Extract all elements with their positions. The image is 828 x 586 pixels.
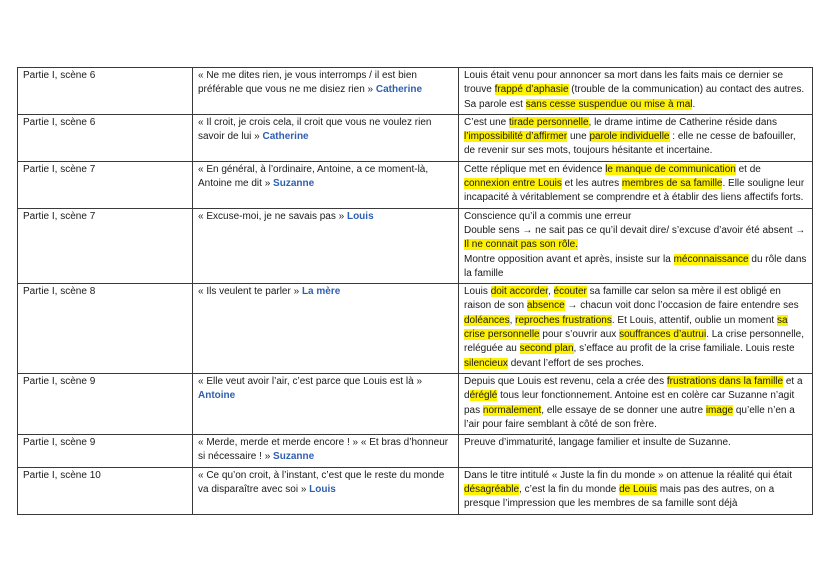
analysis-text: ,: [547, 286, 554, 298]
quote-text: « Elle veut avoir l’air, c’est parce que Louis est là »: [198, 375, 423, 387]
scene-cell: Partie I, scène 6: [18, 114, 193, 161]
speaker-name: Antoine: [198, 390, 236, 402]
highlighted-text: éréglé: [469, 390, 498, 402]
highlighted-text: tirade personnelle: [509, 116, 589, 128]
highlighted-text: désagréable: [464, 484, 520, 496]
analysis-text: ,: [509, 314, 516, 326]
speaker-name: Suzanne: [273, 178, 315, 190]
highlighted-text: souffrances d’autrui: [619, 329, 707, 341]
analysis-text: Louis était venu pour annoncer sa mort dans les faits mais ce dernier se trouve: [464, 70, 784, 96]
analysis-text: Conscience qu’il a commis une erreur: [464, 210, 632, 222]
speaker-name: Catherine: [375, 84, 423, 96]
speaker-name: Louis: [346, 210, 374, 222]
table-row: [18, 435, 813, 468]
highlighted-text: frustrations dans la famille: [666, 375, 784, 387]
quote-text: « Merde, merde et merde encore ! » « Et bras d’honneur si nécessaire ! »: [198, 437, 449, 463]
analysis-text: Preuve d’immaturité, langage familier et insulte de Suzanne.: [464, 437, 731, 449]
highlighted-text: sa crise personnelle: [464, 314, 788, 341]
analysis-cell: [459, 373, 813, 434]
scene-cell: Partie I, scène 7: [18, 208, 193, 283]
analysis-text: et a d: [464, 375, 803, 402]
highlighted-text: absence: [526, 300, 565, 312]
analysis-text: . La crise personnelle, reléguée au: [464, 329, 805, 355]
speaker-name: Catherine: [262, 131, 309, 143]
table-row: [18, 68, 813, 115]
table-row: [18, 161, 813, 208]
analysis-text: et de: [735, 163, 761, 175]
analysis-text: : elle ne cesse de bafouiller, de revenir sur ses mots, toujours hésitante et incertaine.: [464, 131, 796, 157]
analysis-text: . Et Louis, attentif, oublie un moment: [611, 314, 777, 326]
analysis-text: , c’est la fin du monde: [519, 484, 620, 496]
quote-cell: [193, 68, 459, 115]
scene-cell: Partie I, scène 7: [18, 161, 193, 208]
highlighted-text: silencieux: [464, 357, 508, 369]
analysis-text: Depuis que Louis est revenu, cela a crée des: [464, 375, 667, 387]
analysis-text: sa famille car selon sa mère il est obligé en raison de son: [464, 286, 781, 312]
analysis-text: (trouble de la communication) au contact des autres. Sa parole est: [464, 84, 805, 110]
highlighted-text: membres de sa famille: [621, 178, 723, 190]
highlighted-text: écouter: [553, 286, 587, 298]
highlighted-text: reproches frustrations: [515, 314, 612, 326]
analysis-text: , le drame intime de Catherine réside dans: [588, 116, 777, 128]
quote-cell: [193, 284, 459, 374]
analysis-text: Louis: [464, 286, 491, 298]
analysis-cell: [459, 114, 813, 161]
quote-cell: [193, 467, 459, 514]
table-row: [18, 373, 813, 434]
table-body: [18, 68, 813, 515]
scene-cell: Partie I, scène 6: [18, 68, 193, 115]
highlighted-text: doléances: [464, 314, 510, 326]
analysis-text: devant l’effort de ses proches.: [507, 357, 644, 369]
quote-text: « Il croit, je crois cela, il croit que vous ne voulez rien savoir de lui »: [198, 116, 432, 143]
quote-text: « Excuse-moi, je ne savais pas »: [198, 210, 345, 222]
analysis-text: pour s’ouvrir aux: [539, 329, 620, 341]
analysis-text: Montre opposition avant et après, insiste sur la: [464, 253, 674, 265]
scene-cell: Partie I, scène 9: [18, 435, 193, 468]
analysis-text: C’est une: [464, 116, 510, 128]
highlighted-text: connexion entre Louis: [464, 178, 562, 190]
scene-cell: Partie I, scène 10: [18, 467, 193, 514]
analysis-text: → chacun voit donc l’occasion de faire entendre ses: [564, 300, 799, 312]
quote-text: « Ne me dites rien, je vous interromps / il est bien préférable que vous ne me disiez rien »: [198, 70, 417, 96]
scene-cell: Partie I, scène 8: [18, 284, 193, 374]
analysis-text: . Elle souligne leur incapacité à véritablement se comprendre et à établir des liens affectifs forts.: [464, 178, 805, 204]
quote-cell: [193, 114, 459, 161]
quote-text: « Ils veulent te parler »: [198, 286, 300, 298]
analysis-text: tous leur fonctionnement. Antoine est en colère car Suzanne n’agit pas: [464, 390, 795, 416]
analysis-text: , elle essaye de se donner une autre: [541, 404, 706, 416]
analysis-cell: [459, 467, 813, 514]
table-row: [18, 467, 813, 514]
speaker-name: Louis: [309, 484, 336, 496]
speaker-name: Suzanne: [273, 451, 315, 463]
table-row: [18, 284, 813, 374]
analysis-text: qu’elle n’en a l’air pour faire semblant à côté de son frère.: [464, 404, 795, 430]
highlighted-text: parole individuelle: [589, 131, 670, 143]
analysis-text: , s’efface au profit de la crise familiale. Louis reste: [573, 343, 795, 355]
highlighted-text: second plan: [519, 343, 574, 355]
quote-text: « En général, à l’ordinaire, Antoine, a ce moment-là, Antoine me dit »: [198, 163, 429, 190]
highlighted-text: Il ne connait pas son rôle.: [464, 239, 578, 251]
speaker-name: La mère: [301, 286, 341, 298]
highlighted-text: normalement: [482, 404, 542, 416]
highlighted-text: de Louis: [619, 484, 657, 496]
quote-cell: [193, 208, 459, 283]
analysis-text: .: [692, 98, 696, 110]
highlighted-text: image: [705, 404, 734, 416]
analysis-text: du rôle dans la famille: [464, 253, 807, 279]
analysis-cell: [459, 161, 813, 208]
analysis-cell: [459, 208, 813, 283]
quote-cell: [193, 161, 459, 208]
analysis-text: Double sens → ne sait pas ce qu’il devait dire/ s’excuse d’avoir été absent →: [464, 224, 806, 236]
quote-text: « Ce qu’on croit, à l’instant, c’est que le reste du monde va disparaître avec soi »: [198, 469, 445, 496]
highlighted-text: l’impossibilité d’affirmer: [464, 131, 568, 143]
highlighted-text: le manque de communication: [605, 163, 736, 175]
analysis-text: Cette réplique met en évidence: [464, 163, 606, 175]
highlighted-text: doit accorder: [490, 286, 548, 298]
table-row: [18, 114, 813, 161]
analysis-text: mais pas des autres, on a presque l’impression que les membres de sa famille sont déjà: [464, 484, 775, 510]
analysis-text: une: [567, 131, 590, 143]
analysis-text: et les autres: [561, 178, 622, 190]
analysis-cell: [459, 284, 813, 374]
quote-cell: [193, 435, 459, 468]
highlighted-text: sans cesse suspendue ou mise à mal: [525, 98, 693, 110]
highlighted-text: méconnaissance: [673, 253, 749, 265]
analysis-cell: [459, 435, 813, 468]
analysis-cell: [459, 68, 813, 115]
highlighted-text: frappé d’aphasie: [494, 84, 569, 96]
quote-cell: [193, 373, 459, 434]
analysis-table: [17, 67, 813, 515]
analysis-text: Dans le titre intitulé « Juste la fin du monde » on attenue la réalité qui était: [464, 469, 792, 481]
scene-cell: Partie I, scène 9: [18, 373, 193, 434]
table-row: [18, 208, 813, 283]
